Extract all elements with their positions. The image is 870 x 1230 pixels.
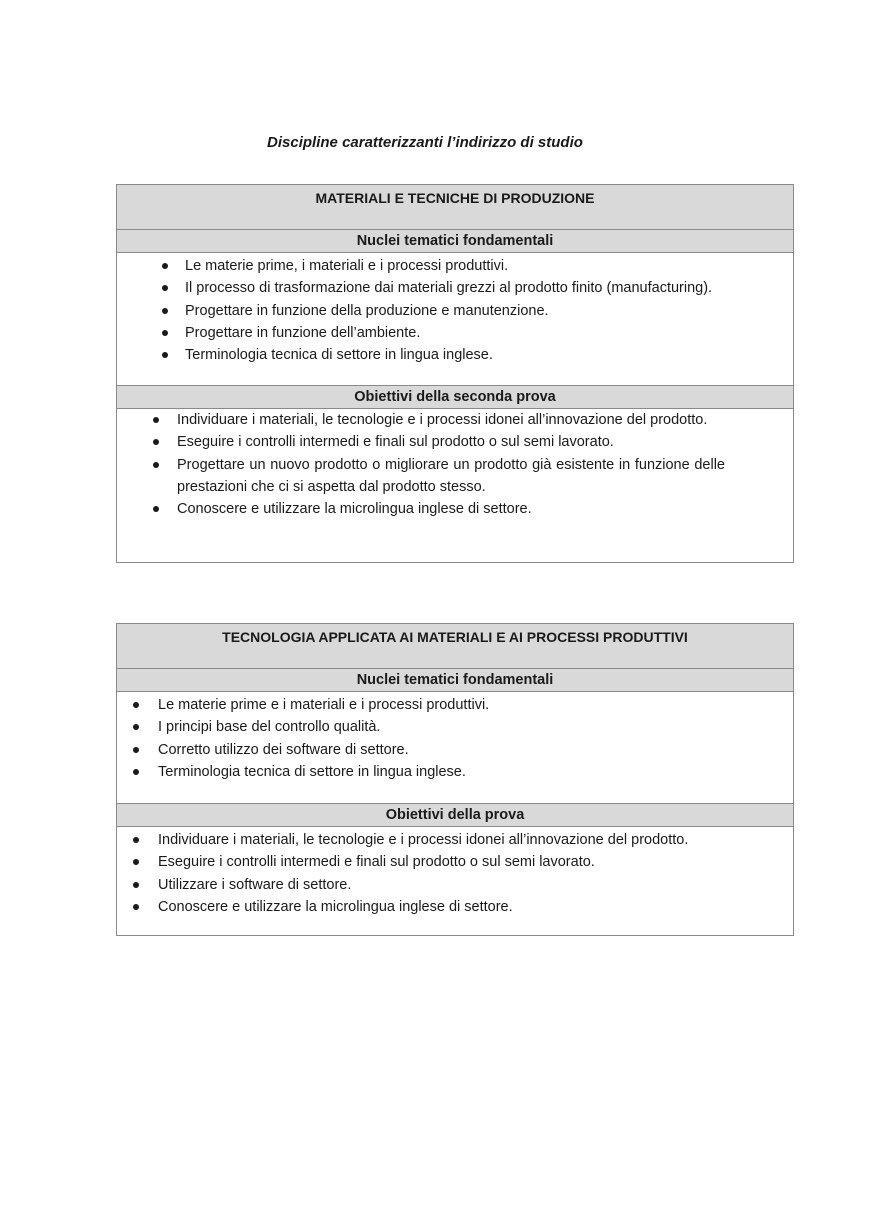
list-item: Eseguire i controlli intermedi e finali sul prodotto o sul semi lavorato. (117, 851, 793, 873)
list-item: Eseguire i controlli intermedi e finali sul prodotto o sul semi lavorato. (117, 431, 793, 453)
bullet-icon (133, 859, 139, 865)
list-item: Progettare in funzione della produzione e manutenzione. (117, 300, 793, 322)
list-item: Individuare i materiali, le tecnologie e i processi idonei all’innovazione del prodotto. (117, 829, 793, 851)
section-body-nuclei (117, 692, 793, 804)
section-body-obiettivi (117, 409, 793, 520)
list-item: I principi base del controllo qualità. (117, 716, 793, 738)
section-heading-obiettivi: Obiettivi della prova (117, 804, 793, 827)
section-heading-nuclei: Nuclei tematici fondamentali (117, 230, 793, 253)
section-heading-obiettivi: Obiettivi della seconda prova (117, 386, 793, 409)
bullet-icon (133, 769, 139, 775)
bullet-icon (133, 747, 139, 753)
table-heading: TECNOLOGIA APPLICATA AI MATERIALI E AI PROCESSI PRODUTTIVI (117, 624, 793, 669)
page-title: Discipline caratterizzanti l’indirizzo di studio (267, 134, 583, 151)
list-item: Il processo di trasformazione dai materiali grezzi al prodotto finito (manufacturing). (117, 277, 793, 299)
section-heading-nuclei: Nuclei tematici fondamentali (117, 669, 793, 692)
list-item: Terminologia tecnica di settore in lingua inglese. (117, 761, 793, 783)
bullet-icon (162, 263, 168, 269)
discipline-table-tecnologia (116, 623, 794, 936)
list-item: Progettare un nuovo prodotto o migliorare un prodotto già esistente in funzione delle prestazioni che ci si aspetta dal prodotto stesso. (117, 454, 793, 499)
table-heading: MATERIALI E TECNICHE DI PRODUZIONE (117, 185, 793, 230)
discipline-table-materiali (116, 184, 794, 563)
bullet-icon (162, 308, 168, 314)
list-item: Utilizzare i software di settore. (117, 874, 793, 896)
list-item: Individuare i materiali, le tecnologie e i processi idonei all’innovazione del prodotto. (117, 409, 793, 431)
bullet-icon (153, 506, 159, 512)
bullet-icon (133, 904, 139, 910)
list-item: Corretto utilizzo dei software di settore. (117, 739, 793, 761)
bullet-icon (133, 837, 139, 843)
list-item: Conoscere e utilizzare la microlingua inglese di settore. (117, 498, 793, 520)
bullet-icon (153, 439, 159, 445)
bullet-icon (153, 417, 159, 423)
bullet-icon (162, 330, 168, 336)
bullet-icon (153, 462, 159, 468)
list-item: Terminologia tecnica di settore in lingua inglese. (117, 344, 793, 366)
bullet-icon (162, 285, 168, 291)
list-item: Le materie prime, i materiali e i processi produttivi. (117, 255, 793, 277)
bullet-icon (162, 352, 168, 358)
list-item: Le materie prime e i materiali e i processi produttivi. (117, 694, 793, 716)
bullet-icon (133, 882, 139, 888)
section-body-obiettivi (117, 827, 793, 918)
section-body-nuclei (117, 253, 793, 386)
bullet-icon (133, 702, 139, 708)
list-item: Progettare in funzione dell’ambiente. (117, 322, 793, 344)
bullet-icon (133, 724, 139, 730)
list-item: Conoscere e utilizzare la microlingua inglese di settore. (117, 896, 793, 918)
